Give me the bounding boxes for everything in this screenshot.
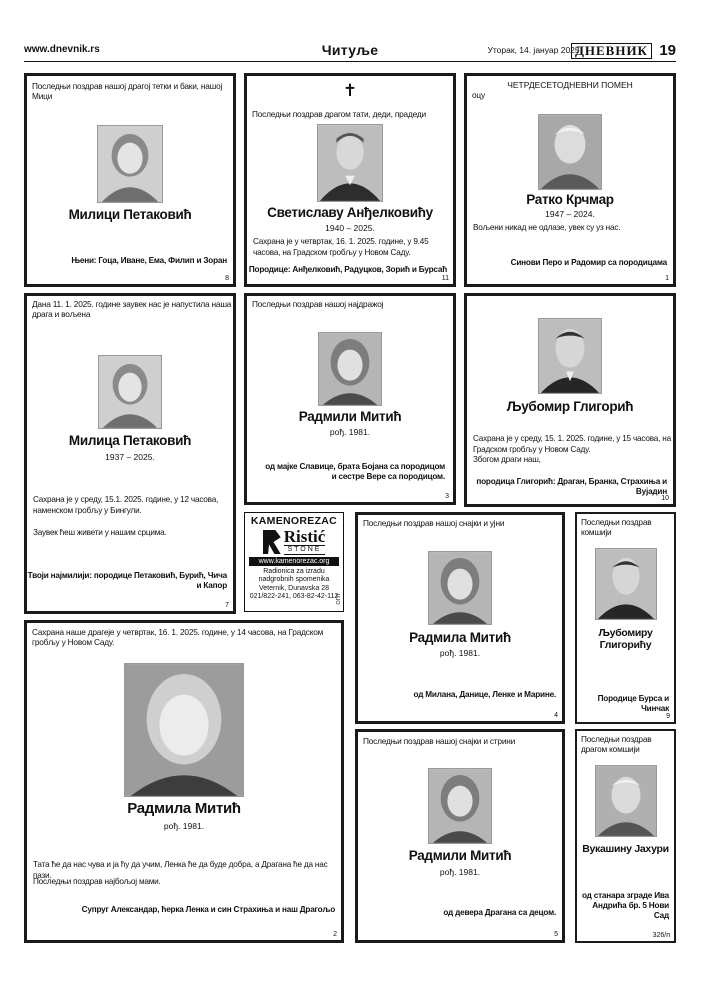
memorial-heading: ЧЕТРДЕСЕТОДНЕВНИ ПОМЕН bbox=[507, 80, 633, 90]
birth-year: рођ. 1981. bbox=[439, 867, 481, 877]
memorial-text: Последњи поздрав најбољој мами. bbox=[33, 877, 161, 886]
section-title: Читуље bbox=[321, 42, 379, 58]
notice-intro: Сахрана наше драгеје у четвртак, 16. 1. 2025. године, у 14 часова, на Градском гробљу у Новом Саду. bbox=[32, 627, 324, 647]
notice-signature: Породице: Анђелковић, Радуцков, Зорић и Бурсаћ bbox=[248, 265, 447, 274]
notice-signature: Супруг Александар, ћерка Ленка и син Страхиња и наш Драгољо bbox=[81, 905, 335, 914]
notice-number: 2 bbox=[333, 931, 337, 938]
notice-intro: Дана 11. 1. 2025. године заувек нас је напустила наша драга и вољена bbox=[32, 299, 232, 319]
notice-number: 9 bbox=[666, 713, 670, 720]
memorial-text: Вољени никад не одлазе, увек су уз нас. bbox=[473, 223, 621, 232]
life-years: 1937 – 2025. bbox=[105, 452, 155, 462]
portrait-photo bbox=[318, 332, 382, 406]
deceased-name: Милици Петаковић bbox=[68, 207, 192, 222]
stonemason-advertisement[interactable] bbox=[244, 512, 344, 612]
notice-signature: од девера Драгана са децом. bbox=[443, 908, 556, 917]
deceased-name: Радмили Митић bbox=[408, 848, 512, 863]
life-years: 1940 – 2025. bbox=[325, 223, 375, 233]
portrait-photo bbox=[595, 548, 657, 620]
obituary-notice bbox=[244, 73, 456, 287]
ad-brand bbox=[245, 529, 343, 555]
deceased-name: Ратко Крчмар bbox=[526, 192, 614, 207]
deceased-name: Вукашину Јахури bbox=[582, 843, 669, 855]
ad-url[interactable]: www.kamenorezac.org bbox=[249, 557, 339, 566]
notice-signature: од станара зграде Ива Андрића бр. 5 Нови Сад bbox=[581, 891, 669, 920]
page-number: 19 bbox=[659, 42, 676, 59]
portrait-photo bbox=[428, 768, 492, 844]
birth-year: рођ. 1981. bbox=[439, 648, 481, 658]
obituary-notice bbox=[464, 293, 676, 507]
newspaper-logo: ДНЕВНИК bbox=[571, 43, 652, 59]
brand-logo-icon bbox=[263, 530, 281, 554]
brand-name: Ristić bbox=[283, 527, 326, 546]
memorial-text: Тата ће да нас чува и ја ћу да учим, Ленка ће да буде добра, а Драгана ће да нас пази. bbox=[33, 860, 328, 880]
notice-intro: Последњи поздрав драгом комшији bbox=[581, 734, 652, 754]
birth-year: рођ. 1981. bbox=[163, 821, 205, 831]
notice-intro: Последњи поздрав драгом тати, деди, прадеди bbox=[252, 109, 426, 119]
notice-intro: Последњи поздрав нашој снајки и уjни bbox=[363, 518, 505, 528]
ad-side-label: ОГЛ bbox=[336, 594, 342, 605]
deceased-name: Љубомир Глигорић bbox=[506, 399, 634, 414]
notice-number: 3 bbox=[445, 493, 449, 500]
portrait-photo bbox=[538, 114, 602, 190]
funeral-info: Сахрана је у среду, 15.1. 2025. године, у 12 часова, наменском гробљу у Бингули. bbox=[33, 495, 219, 515]
obituary-notice bbox=[575, 512, 676, 724]
notice-number: 326/п bbox=[652, 932, 670, 939]
obituary-notice bbox=[464, 73, 676, 287]
portrait-photo bbox=[538, 318, 602, 394]
portrait-photo bbox=[97, 125, 163, 203]
deceased-name: Радмила Митић bbox=[409, 630, 511, 645]
notice-intro: Последњи поздрав нашој снајки и стрини bbox=[363, 736, 516, 746]
brand-subtitle: STONE bbox=[284, 545, 326, 555]
notice-number: 4 bbox=[554, 712, 558, 719]
notice-number: 1 bbox=[665, 275, 669, 282]
notice-signature: Твоји најмилији: породице Петаковић, Бурић, Чича и Капор bbox=[27, 571, 227, 590]
notice-signature: од мајке Славице, брата Бојана са породицом и сестре Вере са породицом. bbox=[265, 462, 445, 481]
cross-icon: ✝ bbox=[342, 81, 358, 100]
notice-number: 7 bbox=[225, 602, 229, 609]
ad-phone: 021/822-241, 063-82-42-112 bbox=[249, 593, 339, 601]
portrait-photo bbox=[428, 551, 492, 625]
ad-title: KAMENOREZAC bbox=[250, 515, 338, 527]
obituary-notice bbox=[24, 293, 236, 614]
notice-signature: Њени: Гоца, Иване, Ема, Филип и Зоран bbox=[71, 256, 227, 265]
birth-year: рођ. 1981. bbox=[329, 427, 371, 437]
notice-signature: Породице Бурса и Чинчак bbox=[597, 694, 669, 713]
deceased-name: Милица Петаковић bbox=[68, 433, 192, 448]
notice-signature: Синови Перо и Радомир са породицама bbox=[510, 258, 667, 267]
notice-intro: Последњи поздрав комшији bbox=[581, 517, 652, 537]
ad-line: Radionica za izradu bbox=[263, 568, 325, 575]
obituary-notice bbox=[355, 512, 565, 724]
notice-intro: Последњи поздрав нашој најдражој bbox=[252, 299, 384, 309]
notice-number: 5 bbox=[554, 931, 558, 938]
obituary-notice bbox=[24, 620, 344, 943]
notice-number: 10 bbox=[661, 495, 669, 502]
deceased-name: Радмила Митић bbox=[127, 800, 241, 817]
notice-intro: Последњи поздрав нашој драгој тетки и баки, нашој Мици bbox=[32, 81, 223, 101]
portrait-photo bbox=[317, 124, 383, 202]
notice-intro: оцу bbox=[472, 90, 485, 100]
deceased-name: Светиславу Анђелковићу bbox=[267, 205, 433, 220]
notice-signature: породица Глигорић: Драган, Бранка, Страхиња и Вујадин bbox=[476, 477, 667, 496]
deceased-name: Радмили Митић bbox=[298, 409, 402, 424]
notice-number: 8 bbox=[225, 275, 229, 282]
notice-signature: од Милана, Данице, Ленке и Марине. bbox=[413, 690, 556, 699]
deceased-name: Љубомиру Глигорићу bbox=[598, 627, 653, 651]
obituary-notice bbox=[244, 293, 456, 505]
ad-line: nadgrobnih spomenika bbox=[258, 576, 330, 584]
obituary-notice bbox=[24, 73, 236, 287]
issue-date: Уторак, 14. јануар 2025. bbox=[487, 45, 582, 55]
obituary-notice bbox=[355, 729, 565, 943]
funeral-info: Сахрана је у четвртак, 16. 1. 2025. године, у 9.45 часова, на Градском гробљу у Новом Саду. bbox=[253, 237, 429, 257]
portrait-photo bbox=[98, 355, 162, 429]
portrait-photo bbox=[595, 765, 657, 837]
obituary-notice bbox=[575, 729, 676, 943]
funeral-info: Сахрана је у среду, 15. 1. 2025. године, у 15 часова, на Градском гробљу у Новом Саду. Збогом драги наш, bbox=[473, 434, 671, 464]
page-header bbox=[24, 42, 676, 62]
notice-number: 11 bbox=[441, 275, 449, 282]
memorial-text: Заувек ћеш живети у нашим срцима. bbox=[33, 528, 167, 537]
life-years: 1947 – 2024. bbox=[545, 209, 595, 219]
site-url[interactable]: www.dnevnik.rs bbox=[24, 44, 100, 55]
ad-address: Veternik, Dunavska 28 bbox=[258, 584, 330, 592]
portrait-photo bbox=[124, 663, 244, 797]
